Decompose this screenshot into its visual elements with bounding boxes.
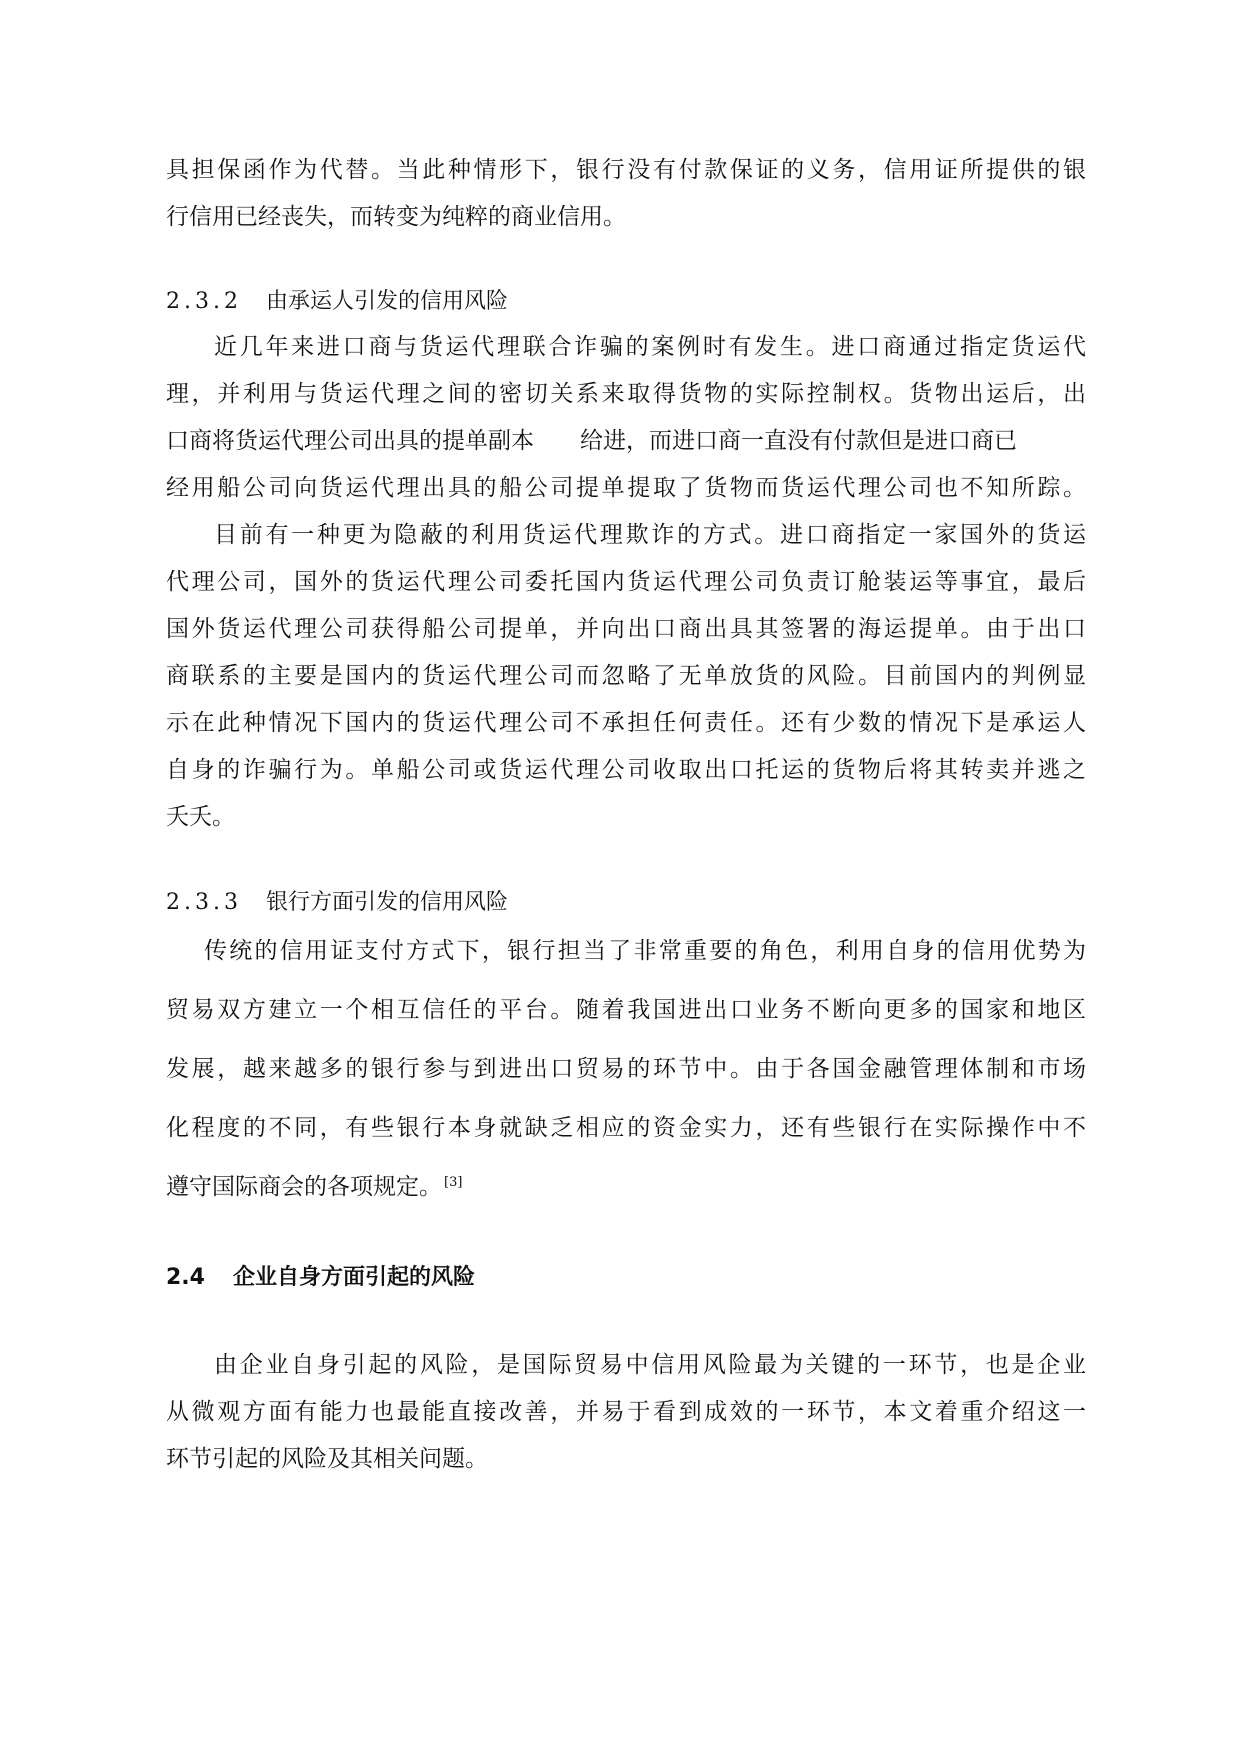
paragraph-line: 环节引起的风险及其相关问题。 bbox=[166, 1446, 488, 1472]
section-title: 由承运人引发的信用风险 bbox=[265, 289, 508, 314]
paragraph-line: 经用船公司向货运代理出具的船公司提单提取了货物而货运代理公司也不知所踪。 bbox=[166, 475, 1086, 501]
citation-reference: [3] bbox=[444, 1175, 463, 1190]
section-heading-2-4 bbox=[166, 1263, 475, 1293]
paragraph-line: 示在此种情况下国内的货运代理公司不承担任何责任。还有少数的情况下是承运人 bbox=[166, 710, 1086, 736]
paragraph-line: 夭夭。 bbox=[166, 804, 235, 830]
paragraph-line: 化程度的不同，有些银行本身就缺乏相应的资金实力，还有些银行在实际操作中不 bbox=[166, 1115, 1086, 1141]
paragraph-line: 传统的信用证支付方式下，银行担当了非常重要的角色，利用自身的信用优势为 bbox=[204, 938, 1086, 964]
paragraph-line bbox=[166, 426, 1086, 456]
section-number: 2.3.3 bbox=[166, 890, 242, 915]
paragraph-line: 目前有一种更为隐蔽的利用货运代理欺诈的方式。进口商指定一家国外的货运 bbox=[214, 522, 1086, 548]
paragraph-line: 具担保函作为代替。当此种情形下，银行没有付款保证的义务，信用证所提供的银 bbox=[166, 157, 1086, 183]
line-segment: 口商将货运代理公司出具的提单副本 bbox=[166, 428, 534, 454]
paragraph-line: 商联系的主要是国内的货运代理公司而忽略了无单放货的风险。目前国内的判例显 bbox=[166, 663, 1086, 689]
paragraph-line: 贸易双方建立一个相互信任的平台。随着我国进出口业务不断向更多的国家和地区 bbox=[166, 997, 1086, 1023]
paragraph-line: 代理公司，国外的货运代理公司委托国内货运代理公司负责订舱装运等事宜，最后 bbox=[166, 569, 1086, 595]
paragraph-line: 由企业自身引起的风险，是国际贸易中信用风险最为关键的一环节，也是企业 bbox=[214, 1352, 1086, 1378]
line-segment: 给进，而进口商一直没有付款但是进口商已 bbox=[580, 428, 1017, 454]
section-heading-2-3-3 bbox=[166, 888, 508, 918]
paragraph-line: 行信用已经丧失，而转变为纯粹的商业信用。 bbox=[166, 204, 626, 230]
paragraph-line: 近几年来进口商与货运代理联合诈骗的案例时有发生。进口商通过指定货运代 bbox=[214, 334, 1086, 360]
section-number: 2.4 bbox=[166, 1265, 205, 1290]
section-title: 企业自身方面引起的风险 bbox=[232, 1265, 475, 1290]
paragraph-line: 国外货运代理公司获得船公司提单，并向出口商出具其签署的海运提单。由于出口 bbox=[166, 616, 1086, 642]
line-segment: 遵守国际商会的各项规定。 bbox=[166, 1174, 442, 1200]
paragraph-line: 理，并利用与货运代理之间的密切关系来取得货物的实际控制权。货物出运后，出 bbox=[166, 381, 1086, 407]
section-heading-2-3-2 bbox=[166, 287, 508, 317]
paragraph-line: 从微观方面有能力也最能直接改善，并易于看到成效的一环节，本文着重介绍这一 bbox=[166, 1399, 1086, 1425]
paragraph-line bbox=[166, 1172, 1086, 1202]
section-number: 2.3.2 bbox=[166, 289, 242, 314]
section-title: 银行方面引发的信用风险 bbox=[265, 890, 508, 915]
paragraph-line: 发展，越来越多的银行参与到进出口贸易的环节中。由于各国金融管理体制和市场 bbox=[166, 1056, 1086, 1082]
paragraph-line: 自身的诈骗行为。单船公司或货运代理公司收取出口托运的货物后将其转卖并逃之 bbox=[166, 757, 1086, 783]
